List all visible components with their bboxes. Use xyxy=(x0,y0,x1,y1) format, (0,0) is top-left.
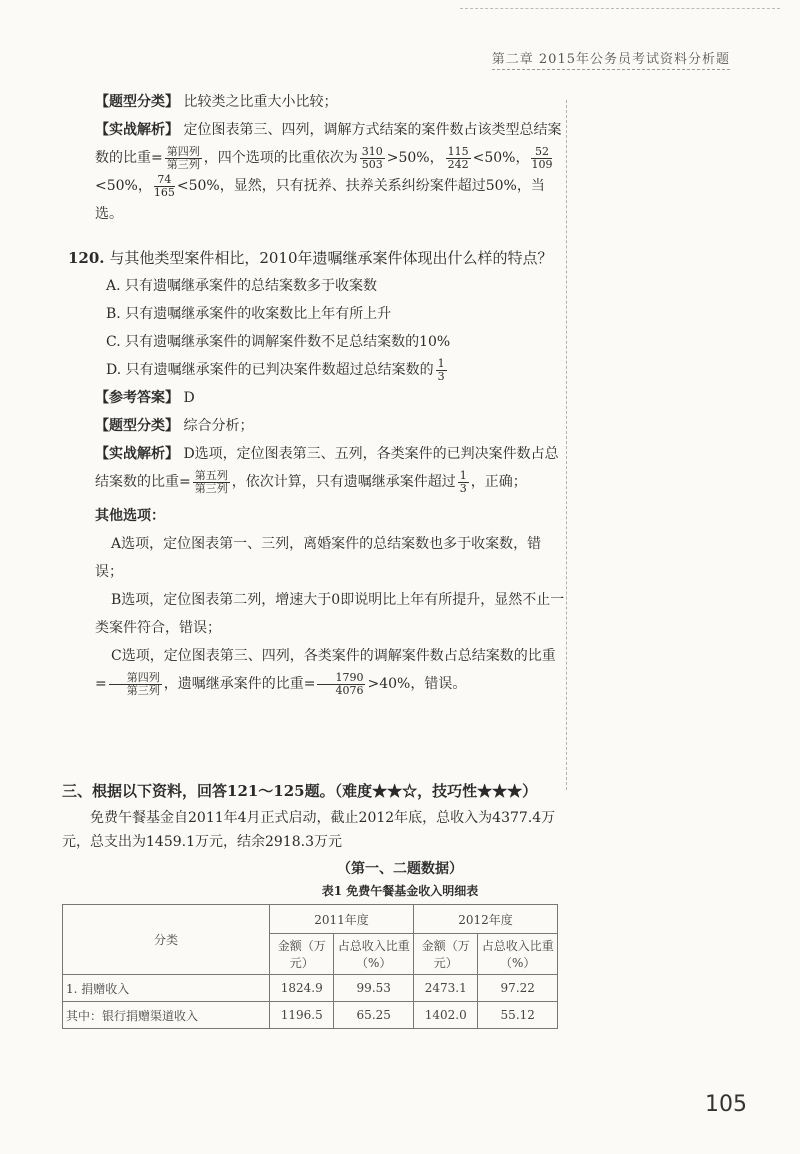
cell: 1402.0 xyxy=(413,1002,477,1029)
answer-value: D xyxy=(183,390,195,406)
question-stem: 与其他类型案件相比，2010年遗嘱继承案件体现出什么样的特点？ xyxy=(109,249,553,267)
fraction: $\frac{310}{503}$ xyxy=(361,144,383,171)
header-year-2012: 2012年度 xyxy=(413,905,557,934)
q119-type-line xyxy=(95,88,565,116)
fraction: $\frac{\text{第四列}}{\text{第三列}}$ xyxy=(166,144,200,171)
row-label: 1. 捐赠收入 xyxy=(63,975,270,1002)
income-table xyxy=(62,904,558,1029)
cell: 97.22 xyxy=(478,975,558,1002)
other-options-title: 其他选项： xyxy=(95,508,165,524)
header-year-2011: 2011年度 xyxy=(270,905,414,934)
analysis-tail: <50%，显然，只有抚养、扶养关系纠纷案件超过50%，当选。 xyxy=(95,178,545,222)
fraction: $\frac{74}{165}$ xyxy=(153,172,175,199)
margin-rule xyxy=(566,100,567,790)
cell: 2473.1 xyxy=(413,975,477,1002)
type-line xyxy=(95,412,565,440)
q120-answer-block xyxy=(68,384,565,698)
answer-line xyxy=(95,384,565,412)
running-header: 第二章 2015年公务员考试资料分析题 xyxy=(492,48,730,70)
cell: 65.25 xyxy=(334,1002,414,1029)
data-subtitle: （第一、二题数据） xyxy=(337,861,463,877)
analysis-label: 【实战解析】 xyxy=(95,446,179,462)
q119-analysis-para xyxy=(95,116,565,228)
header-share: 占总收入比重（%） xyxy=(334,934,414,975)
other-a: A选项，定位图表第一、三列，离婚案件的总结案数也多于收案数，错误； xyxy=(95,536,542,580)
fraction: $\frac{115}{242}$ xyxy=(447,144,469,171)
type-text: 综合分析； xyxy=(183,418,254,434)
analysis-end: ，正确； xyxy=(470,474,527,490)
analysis-text: D选项，定位图表第三、五列，各类案件的已判决案件数占总结案数的比重= xyxy=(95,446,559,490)
cell: 1196.5 xyxy=(270,1002,334,1029)
option-b: B. 只有遗嘱继承案件的收案数比上年有所上升 xyxy=(106,306,392,322)
comparison-text: <50%， xyxy=(95,178,152,194)
other-c: C选项，定位图表第三、四列，各类案件的调解案件数占总结案数的比重= $\frac{\text{第四列}}{\text{第三列}}$ ，遗嘱继承案件的比重= $\frac{1790}{4076}$ >40%，错误。 xyxy=(95,648,556,697)
analysis-label: 【实战解析】 xyxy=(95,122,179,138)
analysis-mid: ，四个选项的比重依次为 xyxy=(203,150,358,166)
analysis-mid: ，依次计算，只有遗嘱继承案件超过 xyxy=(231,474,456,490)
header-amount: 金额（万元） xyxy=(270,934,334,975)
type-label: 【题型分类】 xyxy=(95,418,179,434)
page-number: 105 xyxy=(705,1092,747,1117)
fraction: $\frac{\text{第五列}}{\text{第三列}}$ xyxy=(194,468,228,495)
cell: 1824.9 xyxy=(270,975,334,1002)
table-caption: 表1 免费午餐基金收入明细表 xyxy=(321,884,479,898)
header-category: 分类 xyxy=(63,905,270,975)
fraction: $\frac{1}{3}$ xyxy=(459,468,467,495)
header-amount: 金额（万元） xyxy=(413,934,477,975)
fraction: $\frac{52}{109}$ xyxy=(531,144,553,171)
comparison-text: >50%， xyxy=(386,150,444,166)
q119-analysis-block xyxy=(95,88,565,228)
top-dashed-line xyxy=(460,8,780,9)
option-d: D. 只有遗嘱继承案件的已判决案件数超过总结案数的 $\frac{1}{3}$ xyxy=(106,356,445,383)
section-intro: 免费午餐基金自2011年4月正式启动，截止2012年底，总收入为4377.4万元，总支出为1459.1万元，结余2918.3万元 xyxy=(62,810,556,850)
table-row xyxy=(63,975,558,1002)
table-row xyxy=(63,1002,558,1029)
fraction: $\frac{1}{3}$ xyxy=(437,356,445,383)
q120-stem xyxy=(68,244,565,272)
analysis-text: 定位图表第三、四列，调解方式结案的案件数占该类型总结案数的比重= xyxy=(95,122,562,166)
option-a: A. 只有遗嘱继承案件的总结案数多于收案数 xyxy=(106,278,378,294)
question-120 xyxy=(68,244,565,698)
option-c: C. 只有遗嘱继承案件的调解案件数不足总结案数的10% xyxy=(106,334,451,350)
type-text: 比较类之比重大小比较； xyxy=(183,94,338,110)
answer-label: 【参考答案】 xyxy=(95,390,179,406)
other-b: B选项，定位图表第二列，增速大于0即说明比上年有所提升，显然不止一类案件符合，错误； xyxy=(95,592,565,636)
cell: 55.12 xyxy=(478,1002,558,1029)
fraction: $\frac{\text{第四列}}{\text{第三列}}$ xyxy=(109,672,162,697)
section-title: 三、根据以下资料，回答121～125题。（难度★★☆，技巧性★★★） xyxy=(62,782,538,800)
analysis-para xyxy=(95,440,565,496)
type-label: 【题型分类】 xyxy=(95,94,179,110)
table-header-row xyxy=(63,905,558,934)
cell: 99.53 xyxy=(334,975,414,1002)
header-share: 占总收入比重（%） xyxy=(478,934,558,975)
fraction: $\frac{1790}{4076}$ xyxy=(317,672,365,697)
comparison-text: <50%， xyxy=(472,150,530,166)
question-number: 120. xyxy=(68,249,105,267)
row-label: 其中：银行捐赠渠道收入 xyxy=(63,1002,270,1029)
q120-options xyxy=(68,272,565,384)
